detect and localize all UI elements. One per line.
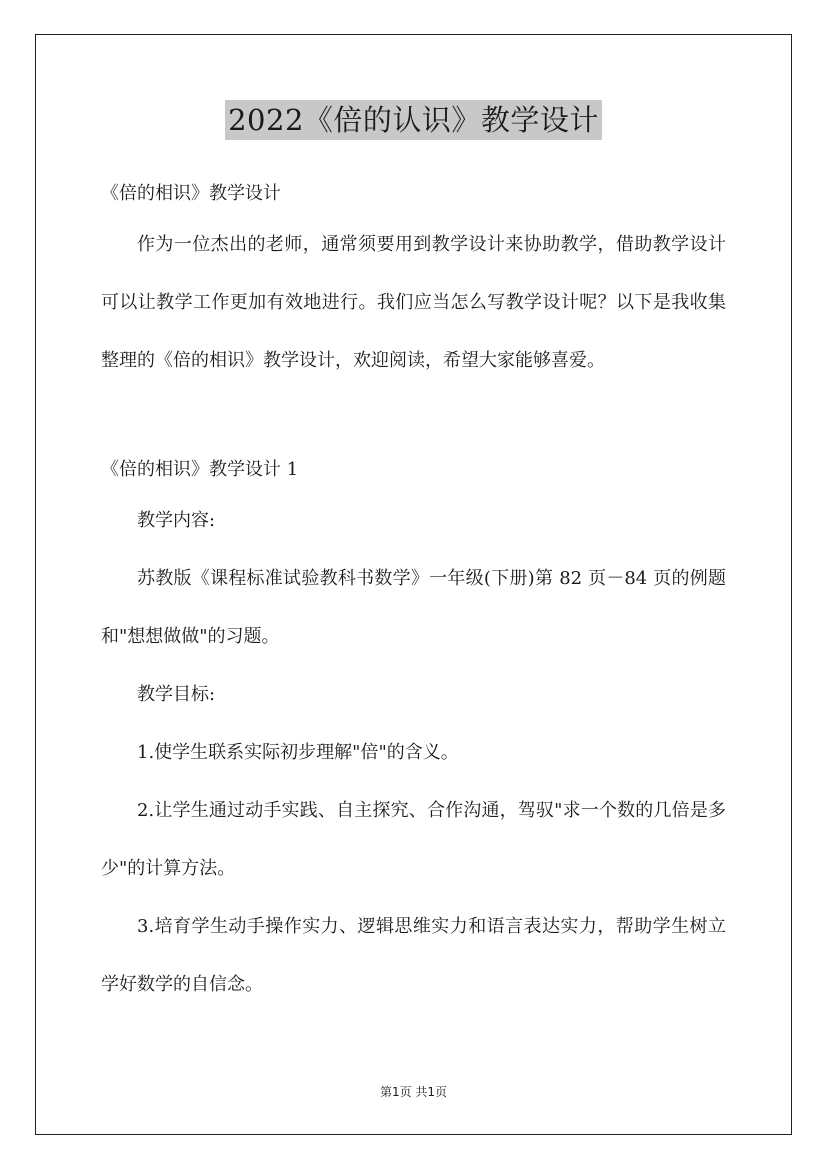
spacer	[101, 390, 726, 448]
content-text: 苏教版《课程标准试验教科书数学》一年级(下册)第 82 页－84 页的例题和"想想做做"的习题。	[101, 568, 726, 647]
section-heading: 《倍的相识》教学设计 1	[101, 459, 299, 480]
goal-item: 3.培育学生动手操作实力、逻辑思维实力和语言表达实力，帮助学生树立学好数学的自信念。	[101, 916, 726, 995]
document-body	[101, 172, 726, 1014]
title-area	[0, 100, 827, 140]
goal-item: 2.让学生通过动手实践、自主探究、合作沟通，驾驭"求一个数的几倍是多少"的计算方法。	[101, 800, 726, 879]
intro-heading: 《倍的相识》教学设计	[101, 183, 281, 204]
page-footer: 第1页 共1页	[379, 1085, 448, 1099]
intro-paragraph: 作为一位杰出的老师，通常须要用到教学设计来协助教学，借助教学设计可以让教学工作更加有效地进行。我们应当怎么写教学设计呢？以下是我收集整理的《倍的相识》教学设计，欢迎阅读，希望大家能够喜爱。	[101, 234, 726, 371]
goals-label: 教学目标:	[137, 684, 216, 705]
goal-item: 1.使学生联系实际初步理解"倍"的含义。	[137, 742, 459, 763]
content-label: 教学内容:	[137, 510, 216, 531]
document-title: 2022《倍的认识》教学设计	[225, 100, 602, 140]
